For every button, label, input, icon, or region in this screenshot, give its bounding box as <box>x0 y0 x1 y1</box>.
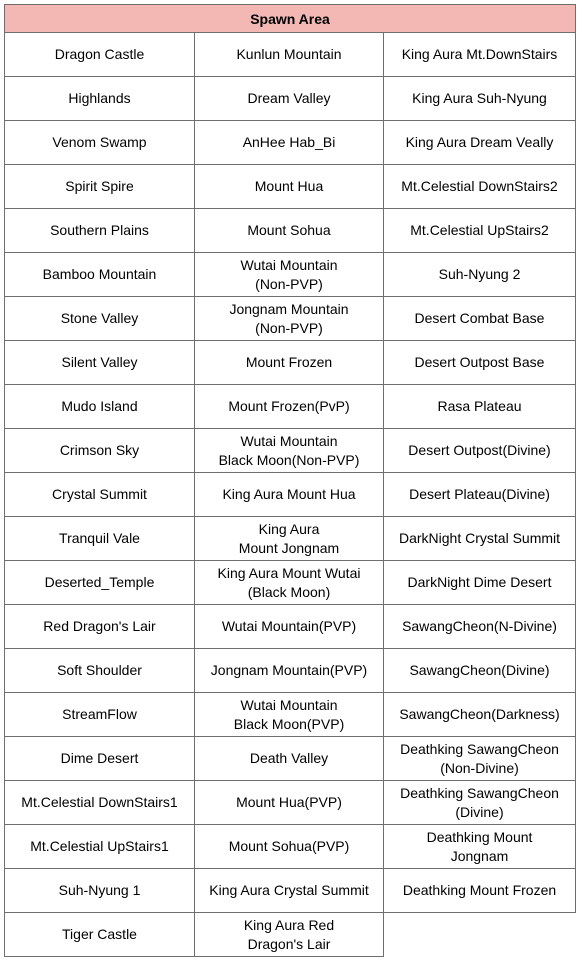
table-cell <box>5 693 195 737</box>
table-cell <box>195 165 384 209</box>
table-cell <box>384 429 576 473</box>
cell-text: Desert Outpost(Divine) <box>408 442 551 458</box>
table-row <box>5 737 576 781</box>
cell-text: Desert Plateau(Divine) <box>409 486 550 502</box>
cell-text: Deathking SawangCheon (Divine) <box>400 784 559 820</box>
cell-text: Mount Hua(PVP) <box>236 794 342 810</box>
cell-text: Mount Sohua <box>247 222 331 238</box>
table-cell <box>5 385 195 429</box>
cell-text: Suh-Nyung 1 <box>58 882 141 898</box>
table-row <box>5 605 576 649</box>
table-cell <box>195 297 384 341</box>
cell-text: Mt.Celestial DownStairs2 <box>401 178 558 194</box>
table-cell <box>5 429 195 473</box>
table-cell <box>384 341 576 385</box>
table-cell <box>5 209 195 253</box>
table-row <box>5 517 576 561</box>
table-cell <box>5 473 195 517</box>
cell-text: Southern Plains <box>50 222 149 238</box>
table-cell <box>384 33 576 77</box>
table-row <box>5 825 576 869</box>
table-cell <box>384 77 576 121</box>
table-row <box>5 341 576 385</box>
table-cell <box>384 913 576 957</box>
cell-text: Crimson Sky <box>59 442 140 458</box>
cell-text: King Aura Crystal Summit <box>209 882 369 898</box>
cell-text: Rasa Plateau <box>437 398 522 414</box>
table-cell <box>384 605 576 649</box>
cell-text: King Aura Red Dragon's Lair <box>243 916 335 952</box>
cell-text: Jongnam Mountain (Non-PVP) <box>229 300 349 336</box>
table-cell <box>195 517 384 561</box>
table-row <box>5 209 576 253</box>
table-cell <box>5 33 195 77</box>
table-cell <box>195 341 384 385</box>
table-cell <box>5 825 195 869</box>
cell-text: Wutai Mountain (Non-PVP) <box>240 256 338 292</box>
cell-text: SawangCheon(Darkness) <box>399 706 560 722</box>
cell-text: Suh-Nyung 2 <box>438 266 521 282</box>
cell-text: King Aura Mount Wutai (Black Moon) <box>217 564 361 600</box>
table-cell <box>195 913 384 957</box>
spawn-area-table <box>4 4 576 957</box>
cell-text: King Aura Mount Hua <box>222 486 356 502</box>
table-cell <box>5 869 195 913</box>
table-cell <box>195 33 384 77</box>
table-cell <box>384 253 576 297</box>
table-cell <box>384 869 576 913</box>
table-cell <box>195 737 384 781</box>
cell-text: Mt.Celestial UpStairs1 <box>30 838 169 854</box>
cell-text: SawangCheon(N-Divine) <box>402 618 557 634</box>
cell-text: Kunlun Mountain <box>236 46 342 62</box>
table-cell <box>195 429 384 473</box>
table-cell <box>195 561 384 605</box>
table-cell <box>195 473 384 517</box>
table-cell <box>195 385 384 429</box>
cell-text: Stone Valley <box>60 310 139 326</box>
cell-text: Red Dragon's Lair <box>43 618 156 634</box>
cell-text: Mount Frozen(PvP) <box>228 398 350 414</box>
table-row <box>5 781 576 825</box>
cell-text: Bamboo Mountain <box>42 266 157 282</box>
table-cell <box>5 165 195 209</box>
cell-text: Soft Shoulder <box>57 662 142 678</box>
header-row <box>5 5 576 33</box>
cell-text: Dime Desert <box>60 750 139 766</box>
table-cell <box>195 77 384 121</box>
table-cell <box>384 209 576 253</box>
table-row <box>5 33 576 77</box>
cell-text: AnHee Hab_Bi <box>242 134 336 150</box>
table-cell <box>384 165 576 209</box>
table-cell <box>384 737 576 781</box>
table-cell <box>5 341 195 385</box>
cell-text: Mudo Island <box>61 398 138 414</box>
table-cell <box>195 605 384 649</box>
cell-text: Desert Combat Base <box>414 310 545 326</box>
table-cell <box>384 517 576 561</box>
table-cell <box>5 649 195 693</box>
table-cell <box>384 385 576 429</box>
cell-text: Jongnam Mountain(PVP) <box>210 662 368 678</box>
cell-text: Spirit Spire <box>65 178 134 194</box>
table-cell <box>5 561 195 605</box>
table-row <box>5 165 576 209</box>
table-cell <box>384 825 576 869</box>
cell-text: Silent Valley <box>61 354 138 370</box>
table-row <box>5 253 576 297</box>
cell-text: Deathking Mount Frozen <box>402 882 557 898</box>
cell-text: King Aura Mount Jongnam <box>238 520 340 556</box>
table-row <box>5 77 576 121</box>
cell-text: DarkNight Crystal Summit <box>398 530 561 546</box>
table-cell <box>384 121 576 165</box>
table-cell <box>384 649 576 693</box>
cell-text: King Aura Suh-Nyung <box>412 90 547 106</box>
table-row <box>5 473 576 517</box>
table-row <box>5 561 576 605</box>
cell-text: Mount Frozen <box>245 354 333 370</box>
cell-text: Deserted_Temple <box>44 574 155 590</box>
cell-text: Mount Sohua(PVP) <box>228 838 350 854</box>
table-row <box>5 869 576 913</box>
table-row <box>5 429 576 473</box>
table-row <box>5 385 576 429</box>
table-cell <box>195 693 384 737</box>
table-cell <box>195 121 384 165</box>
cell-text: Highlands <box>68 90 131 106</box>
table-title: Spawn Area <box>5 5 576 33</box>
table-cell <box>5 781 195 825</box>
table-row <box>5 121 576 165</box>
cell-text: Deathking Mount Jongnam <box>426 828 533 864</box>
table-cell <box>5 737 195 781</box>
table-cell <box>5 913 195 957</box>
table-cell <box>5 253 195 297</box>
table-cell <box>384 561 576 605</box>
table-cell <box>384 297 576 341</box>
table-cell <box>5 517 195 561</box>
table-cell <box>195 253 384 297</box>
table-cell <box>195 781 384 825</box>
table-cell <box>5 605 195 649</box>
cell-text: StreamFlow <box>62 706 137 722</box>
cell-text: Mt.Celestial DownStairs1 <box>21 794 178 810</box>
cell-text: Death Valley <box>249 750 329 766</box>
cell-text: Tranquil Vale <box>59 530 140 546</box>
table-row <box>5 913 576 957</box>
cell-text: Deathking SawangCheon (Non-Divine) <box>400 740 559 776</box>
table-cell <box>195 825 384 869</box>
table-cell <box>5 121 195 165</box>
table-cell <box>384 693 576 737</box>
cell-text: DarkNight Dime Desert <box>407 574 552 590</box>
cell-text: Dream Valley <box>247 90 331 106</box>
cell-text: Wutai Mountain Black Moon(Non-PVP) <box>218 432 360 468</box>
cell-text: King Aura Mt.DownStairs <box>401 46 558 62</box>
cell-text: Desert Outpost Base <box>414 354 545 370</box>
cell-text: Mount Hua <box>254 178 324 194</box>
cell-text: Wutai Mountain Black Moon(PVP) <box>233 696 345 732</box>
table-cell <box>195 869 384 913</box>
table-row <box>5 649 576 693</box>
cell-text: Venom Swamp <box>52 134 147 150</box>
table-cell <box>195 649 384 693</box>
table-cell <box>5 297 195 341</box>
cell-text: Dragon Castle <box>54 46 145 62</box>
cell-text: Tiger Castle <box>62 926 137 942</box>
table-cell <box>195 209 384 253</box>
table-row <box>5 297 576 341</box>
table-cell <box>384 473 576 517</box>
table-row <box>5 693 576 737</box>
cell-text: King Aura Dream Veally <box>405 134 554 150</box>
table-cell <box>5 77 195 121</box>
table-body <box>5 33 576 957</box>
cell-text: Crystal Summit <box>52 486 147 502</box>
cell-text: Wutai Mountain(PVP) <box>221 618 357 634</box>
cell-text: SawangCheon(Divine) <box>409 662 550 678</box>
table-cell <box>384 781 576 825</box>
cell-text: Mt.Celestial UpStairs2 <box>410 222 549 238</box>
